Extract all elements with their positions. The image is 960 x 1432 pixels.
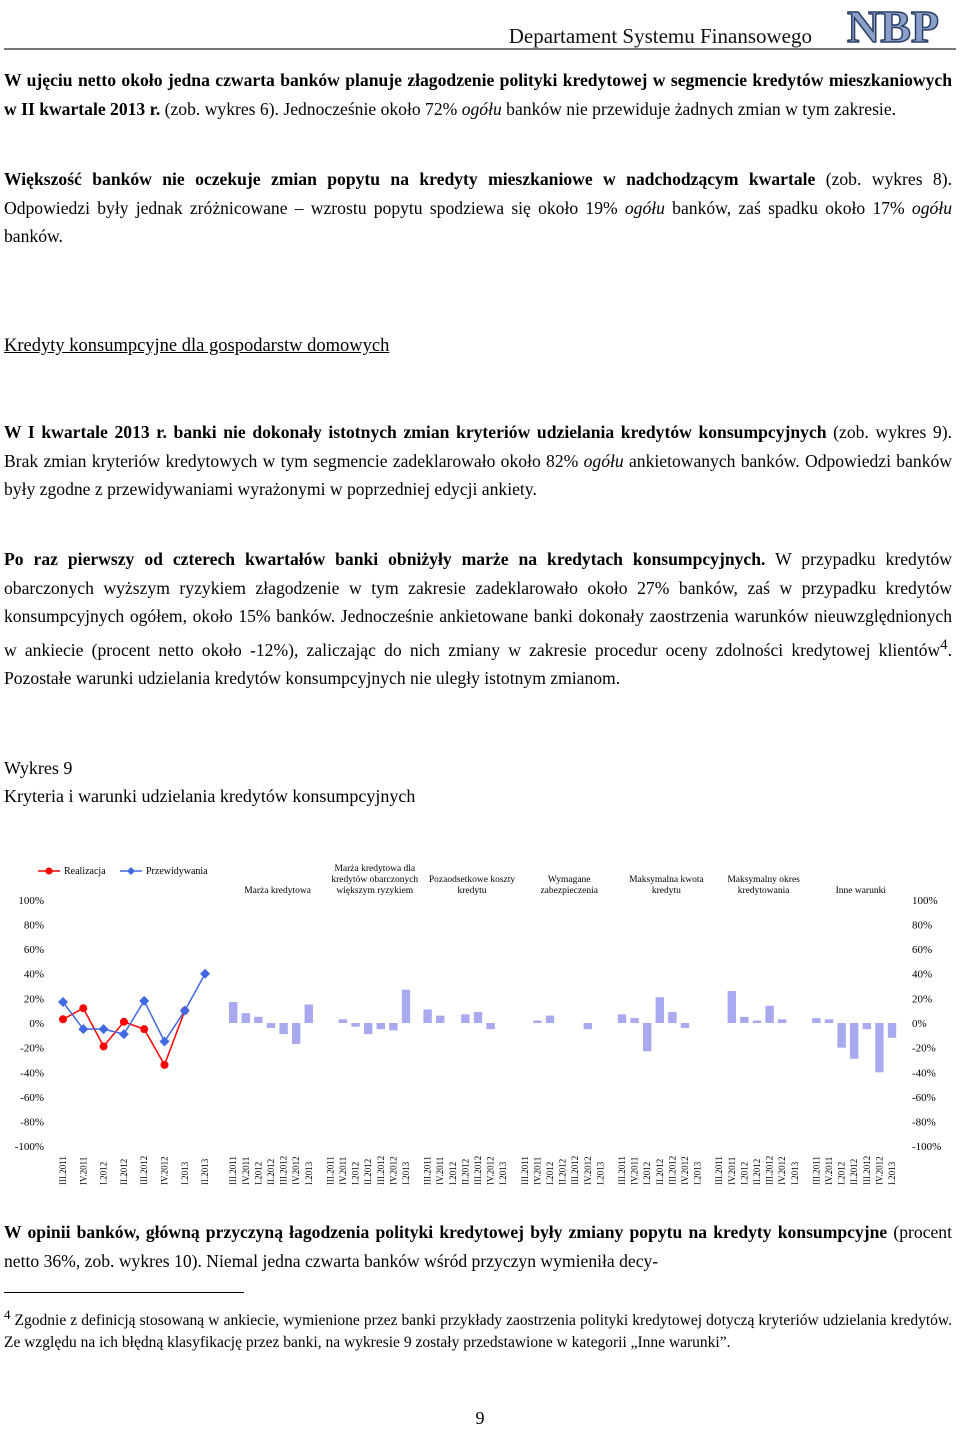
bar-7-7	[888, 1023, 896, 1038]
y-tick-label-right: 0%	[912, 1018, 927, 1030]
x-tick-label: II.2012	[363, 1158, 374, 1185]
bar-group-label: zabezpieczenia	[540, 886, 598, 896]
para4-lead: Po raz pierwszy od czterech kwartałów banki obniżyły marże na kredytach konsumpcyjnych.	[4, 549, 766, 569]
data-point-Realizacja	[161, 1061, 169, 1069]
bar-5-2	[630, 1018, 638, 1023]
bar-2-6	[389, 1023, 397, 1030]
y-tick-label-left: 80%	[23, 919, 44, 932]
y-tick-label-left: 20%	[23, 993, 44, 1006]
paragraph-2: Większość banków nie oczekuje zmian popytu na kredyty mieszkaniowe w nadchodzącym kwartale (zob. wykres 8). Odpowiedzi były jednak zróżnicowane – wzrostu popytu spodziewa się około 19% ogółu banków, zaś spadku około 17% ogółu banków.	[4, 169, 952, 247]
bar-group-label: Marża kredytowa	[244, 886, 311, 896]
x-tick-label: III.2012	[764, 1155, 775, 1185]
x-tick-label: III.2011	[519, 1156, 530, 1185]
data-point-Przewidywania	[180, 1006, 190, 1016]
y-tick-label-left: 60%	[23, 944, 44, 957]
bar-4-6	[584, 1023, 592, 1029]
bar-7-3	[837, 1023, 845, 1048]
chart-wykres-9	[0, 855, 960, 1190]
bar-5-3	[643, 1023, 651, 1051]
footnote	[4, 1304, 952, 1354]
logo-text: NBP	[847, 4, 939, 48]
header-rule	[4, 48, 956, 50]
x-tick-label: IV.2011	[240, 1156, 251, 1185]
data-point-Przewidywania	[99, 1024, 109, 1034]
bar-5-6	[681, 1023, 689, 1028]
data-point-Przewidywania	[139, 996, 149, 1006]
y-tick-label-right: -60%	[912, 1091, 936, 1104]
x-tick-label: IV.2011	[435, 1156, 446, 1185]
y-tick-label-right: 40%	[912, 968, 933, 981]
bar-2-7	[402, 990, 410, 1023]
bar-6-3	[740, 1017, 748, 1023]
x-tick-label: III.2011	[714, 1156, 725, 1185]
y-tick-label-left: -40%	[20, 1067, 44, 1080]
bar-1-3	[254, 1017, 262, 1023]
data-point-Przewidywania	[200, 969, 210, 979]
data-point-Realizacja	[120, 1018, 128, 1026]
y-tick-label-right: -80%	[912, 1116, 936, 1129]
bar-1-7	[305, 1005, 313, 1023]
para1-lead: W ujęciu netto około jedna czwarta banków planuje złagodzenie polityki kredytowej w segmencie kredytów mieszkaniowych w II kwartale 2013 r.	[4, 70, 952, 119]
x-tick-label: III.2012	[667, 1155, 678, 1185]
department-name: Departament Systemu Finansowego	[508, 24, 812, 48]
x-tick-label: III.2011	[228, 1156, 239, 1185]
bar-7-6	[875, 1023, 883, 1072]
bar-1-6	[292, 1023, 300, 1044]
bar-3-5	[474, 1012, 482, 1023]
x-tick-label: III.2012	[861, 1155, 872, 1185]
footnote-ref: 4	[940, 636, 948, 653]
figure-number: Wykres 9	[4, 758, 73, 778]
bar-group-label: kredytu	[457, 886, 487, 896]
x-tick-label: IV.2012	[680, 1156, 690, 1185]
figure-title: Kryteria i warunki udzielania kredytów konsumpcyjnych	[4, 786, 416, 806]
x-tick-label: I.2013	[692, 1161, 703, 1185]
x-tick-label: IV.2012	[582, 1156, 593, 1185]
legend-label-1: Realizacja	[64, 866, 106, 877]
bar-6-6	[778, 1019, 786, 1023]
x-tick-label: II.2012	[849, 1158, 860, 1185]
data-point-Realizacja	[100, 1042, 108, 1050]
x-tick-label: II.2012	[654, 1158, 665, 1185]
x-tick-label: I.2012	[545, 1161, 555, 1185]
x-tick-label: IV.2012	[485, 1156, 496, 1185]
y-tick-label-right: -20%	[912, 1042, 936, 1055]
legend-marker-1	[46, 868, 53, 875]
bar-group-label: Marża kredytowa dla	[334, 864, 416, 874]
y-tick-label-left: 100%	[18, 894, 44, 907]
x-tick-label: I.2012	[739, 1161, 750, 1185]
footnote-number: 4	[4, 1307, 11, 1322]
x-tick-label: IV.2012	[388, 1156, 399, 1185]
bar-1-1	[229, 1002, 237, 1023]
x-tick-label: IV.2012	[159, 1156, 170, 1185]
x-tick-label: I.2012	[447, 1161, 458, 1185]
para5-lead: W opinii banków, główną przyczyną łagodzenia polityki kredytowej były zmiany popytu na kredyty konsumpcyjne	[4, 1222, 888, 1242]
bar-6-2	[728, 991, 736, 1023]
bar-group-label: Inne warunki	[835, 886, 886, 896]
bar-group-label: większym ryzykiem	[336, 886, 414, 896]
x-tick-label: I.2012	[98, 1161, 109, 1185]
bar-1-2	[242, 1013, 250, 1023]
bar-5-4	[656, 997, 664, 1023]
y-tick-label-left: 0%	[29, 1018, 44, 1030]
x-tick-label: II.2012	[460, 1158, 471, 1185]
footnote-text: Zgodnie z definicją stosowaną w ankiecie, wymienione przez banki przykłady zaostrzenia polityki kredytowej dotyczą kryteriów udzielania kredytów. Ze względu na ich błędną klasyfikację przez banki, na wykresie 9 zostały przedstawione w kategorii „Inne warunki”.	[4, 1312, 952, 1352]
footnote-rule	[4, 1292, 244, 1293]
legend-label-2: Przewidywania	[146, 866, 208, 877]
x-tick-label: IV.2012	[874, 1156, 885, 1185]
bar-2-3	[351, 1023, 359, 1027]
x-tick-label: IV.2011	[338, 1156, 348, 1185]
y-tick-label-right: 100%	[912, 894, 938, 907]
bar-1-4	[267, 1023, 275, 1028]
bar-group-label: kredytowania	[737, 886, 790, 896]
para3-lead: W I kwartale 2013 r. banki nie dokonały istotnych zmian kryteriów udzielania kredytów konsumpcyjnych	[4, 422, 827, 442]
bar-1-5	[279, 1023, 287, 1034]
section-title: Kredyty konsumpcyjne dla gospodarstw domowych	[4, 336, 390, 356]
y-tick-label-right: -100%	[912, 1141, 942, 1154]
y-tick-label-right: 60%	[912, 944, 933, 957]
bar-2-5	[377, 1023, 385, 1029]
bar-2-4	[364, 1023, 372, 1034]
data-point-Przewidywania	[160, 1036, 170, 1046]
x-tick-label: I.2012	[350, 1161, 361, 1185]
x-tick-label: I.2013	[401, 1161, 411, 1185]
x-tick-label: III.2011	[58, 1156, 68, 1185]
bar-3-2	[436, 1016, 444, 1023]
bar-3-6	[486, 1023, 494, 1029]
bar-group-label: kredytów obarczonych	[331, 875, 419, 885]
bar-7-1	[812, 1018, 820, 1023]
x-tick-label: I.2012	[253, 1161, 264, 1185]
x-tick-label: II.2012	[266, 1158, 276, 1185]
x-tick-label: IV.2011	[824, 1156, 834, 1185]
y-tick-label-right: 20%	[912, 993, 933, 1006]
bar-group-label: Maksymalna kwota	[629, 875, 704, 885]
y-tick-label-left: -20%	[20, 1042, 44, 1055]
x-tick-label: IV.2012	[291, 1156, 302, 1185]
bar-group-label: Pozaodsetkowe koszty	[428, 875, 516, 885]
bar-7-2	[825, 1019, 833, 1023]
bar-group-label: Maksymalny okres	[727, 875, 800, 885]
x-tick-label: III.2012	[139, 1155, 150, 1185]
bar-4-2	[533, 1021, 541, 1023]
data-point-Realizacja	[59, 1015, 67, 1023]
x-tick-label: IV.2011	[726, 1156, 737, 1185]
y-tick-label-left: -80%	[20, 1116, 44, 1129]
page-header	[0, 0, 960, 52]
x-tick-label: III.2011	[617, 1156, 627, 1185]
bar-4-3	[546, 1016, 554, 1023]
paragraph-1: W ujęciu netto około jedna czwarta banków planuje złagodzenie polityki kredytowej w segmencie kredytów mieszkaniowych w II kwartale 2013 r. (zob. wykres 6). Jednocześnie około 72% ogółu banków nie przewiduje żadnych zmian w tym zakresie.	[4, 70, 952, 119]
x-tick-label: I.2013	[789, 1161, 800, 1185]
x-tick-label: IV.2011	[78, 1156, 89, 1185]
x-tick-label: IV.2012	[777, 1156, 788, 1185]
bar-3-1	[423, 1009, 431, 1023]
x-tick-label: I.2013	[179, 1161, 190, 1185]
x-tick-label: I.2013	[595, 1161, 606, 1185]
paragraph-4: Po raz pierwszy od czterech kwartałów banki obniżyły marże na kredytach konsumpcyjnych. W przypadku kredytów obarczonych wyższym ryzykiem złagodzenie w tym zakresie zadeklarowało około 27% banków, zaś w przypadku kredytów konsumpcyjnych ogółem, około 15% banków. Jednocześnie ankietowane banki dokonały zaostrzenia warunków nieuwzględnionych w ankiecie (procent netto około -12%), zaliczając do nich zmiany w zakresie procedur oceny zdolności kredytowej klientów$^4$. Pozostałe warunki udzielania kredytów konsumpcyjnych nie uległy istotnym zmianom.	[4, 549, 953, 689]
x-tick-label: III.2011	[811, 1156, 822, 1185]
x-tick-label: I.2012	[642, 1161, 653, 1185]
legend-marker-2	[127, 867, 135, 875]
data-point-Realizacja	[140, 1025, 148, 1033]
y-tick-label-right: 80%	[912, 919, 933, 932]
para2-lead: Większość banków nie oczekuje zmian popytu na kredyty mieszkaniowe w nadchodzącym kwartale	[4, 169, 816, 189]
bar-group-label: kredytu	[651, 886, 681, 896]
x-tick-label: III.2012	[473, 1155, 483, 1185]
x-tick-label: I.2013	[887, 1161, 897, 1185]
x-tick-label: III.2012	[570, 1155, 581, 1185]
data-point-Przewidywania	[119, 1029, 129, 1039]
x-tick-label: III.2011	[422, 1156, 433, 1185]
x-tick-label: I.2013	[303, 1161, 314, 1185]
x-tick-label: I.2012	[836, 1161, 847, 1185]
y-tick-label-left: -60%	[20, 1091, 44, 1104]
x-tick-label: IV.2011	[532, 1156, 543, 1185]
x-tick-label: III.2011	[325, 1156, 336, 1185]
paragraph-5: W opinii banków, główną przyczyną łagodzenia polityki kredytowej były zmiany popytu na kredyty konsumpcyjne (procent netto 36%, zob. wykres 10). Niemal jedna czwarta banków wśród przyczyn wymieniła decy-	[4, 1222, 952, 1271]
bar-5-5	[668, 1012, 676, 1023]
x-tick-label: II.2012	[752, 1158, 762, 1185]
x-tick-label: II.2013	[200, 1158, 211, 1185]
x-tick-label: III.2012	[278, 1155, 289, 1185]
bar-7-4	[850, 1023, 858, 1059]
y-tick-label-left: -100%	[14, 1141, 44, 1154]
y-tick-label-left: 40%	[23, 968, 44, 981]
bar-6-4	[753, 1021, 761, 1023]
nbp-logo	[832, 4, 954, 48]
y-tick-label-right: -40%	[912, 1067, 936, 1080]
bar-group-label: Wymagane	[547, 875, 591, 885]
bar-3-4	[461, 1014, 469, 1023]
x-tick-label: IV.2011	[629, 1156, 640, 1185]
bar-6-5	[765, 1006, 773, 1023]
bar-5-1	[618, 1014, 626, 1023]
page-number: 9	[475, 1408, 485, 1428]
bar-2-2	[339, 1019, 347, 1023]
x-tick-label: II.2012	[557, 1158, 568, 1185]
bar-7-5	[863, 1023, 871, 1029]
x-tick-label: II.2012	[118, 1158, 129, 1185]
data-point-Realizacja	[79, 1004, 87, 1012]
x-tick-label: I.2013	[498, 1161, 509, 1185]
paragraph-3: W I kwartale 2013 r. banki nie dokonały istotnych zmian kryteriów udzielania kredytów konsumpcyjnych (zob. wykres 9). Brak zmian kryteriów kredytowych w tym segmencie zadeklarowało około 82% ogółu ankietowanych banków. Odpowiedzi banków były zgodne z przewidywaniami wyrażonymi w poprzedniej edycji ankiety.	[4, 422, 952, 500]
x-tick-label: III.2012	[375, 1155, 386, 1185]
